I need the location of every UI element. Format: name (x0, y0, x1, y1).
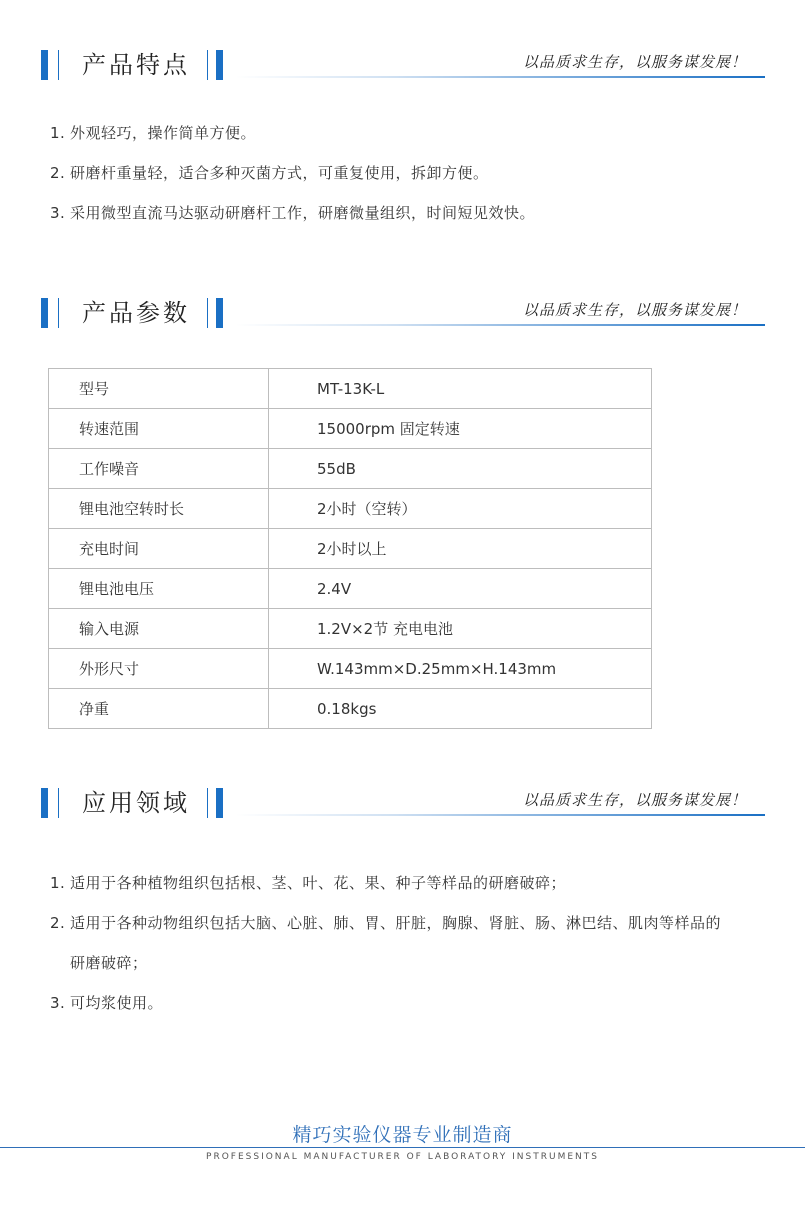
list-item-text: 可均浆使用。 (70, 994, 164, 1012)
header-bar-right-thin (207, 788, 208, 818)
table-row (49, 529, 652, 569)
spec-value: W.143mm×D.25mm×H.143mm (269, 649, 652, 689)
specs-slogan: 以品质求生存，以服务谋发展！ (522, 301, 747, 319)
spec-key: 充电时间 (49, 529, 269, 569)
spec-table (48, 368, 652, 729)
spec-value: 55dB (269, 449, 652, 489)
specs-header (0, 298, 805, 338)
table-row (49, 409, 652, 449)
spec-value: 2小时以上 (269, 529, 652, 569)
header-bar-right (216, 50, 223, 80)
footer-subtitle: PROFESSIONAL MANUFACTURER OF LABORATORY INSTRUMENTS (206, 1152, 599, 1162)
table-row (49, 569, 652, 609)
list-item-number: 1. (50, 124, 66, 142)
list-item (50, 983, 770, 1023)
header-bar-right (216, 788, 223, 818)
list-item (50, 863, 770, 903)
spec-key: 锂电池空转时长 (49, 489, 269, 529)
table-row (49, 689, 652, 729)
header-underline (236, 324, 765, 326)
features-slogan: 以品质求生存，以服务谋发展！ (522, 53, 747, 71)
table-row (49, 609, 652, 649)
spec-value: 1.2V×2节 充电电池 (269, 609, 652, 649)
spec-key: 转速范围 (49, 409, 269, 449)
spec-value: MT-13K-L (269, 369, 652, 409)
header-bar-left (41, 298, 48, 328)
header-bar-left-thin (58, 50, 59, 80)
table-row (49, 449, 652, 489)
list-item-number: 3. (50, 204, 66, 222)
header-underline (236, 76, 765, 78)
header-bar-left (41, 50, 48, 80)
applications-header (0, 788, 805, 828)
header-underline (236, 814, 765, 816)
list-item-text: 外观轻巧，操作简单方便。 (70, 124, 257, 142)
list-item-number: 3. (50, 994, 66, 1012)
spec-key: 外形尺寸 (49, 649, 269, 689)
header-bar-left-thin (58, 298, 59, 328)
header-bar-right-thin (207, 298, 208, 328)
list-item-text: 适用于各种植物组织包括根、茎、叶、花、果、种子等样品的研磨破碎； (70, 874, 567, 892)
list-item-number: 1. (50, 874, 66, 892)
list-item-number: 2. (50, 914, 66, 932)
applications-title: 应用领域 (82, 789, 190, 817)
list-item (50, 113, 770, 153)
list-item-text: 采用微型直流马达驱动研磨杆工作，研磨微量组织，时间短见效快。 (70, 204, 536, 222)
table-row (49, 649, 652, 689)
features-header (0, 50, 805, 90)
spec-value: 15000rpm 固定转速 (269, 409, 652, 449)
spec-key: 净重 (49, 689, 269, 729)
list-item (50, 153, 770, 193)
header-bar-right (216, 298, 223, 328)
spec-key: 型号 (49, 369, 269, 409)
footer-title: 精巧实验仪器专业制造商 (292, 1124, 513, 1146)
list-item (50, 193, 770, 233)
list-item-text: 研磨杆重量轻，适合多种灭菌方式，可重复使用，拆卸方便。 (70, 164, 489, 182)
spec-value: 2.4V (269, 569, 652, 609)
header-bar-right-thin (207, 50, 208, 80)
header-bar-left (41, 788, 48, 818)
spec-key: 锂电池电压 (49, 569, 269, 609)
spec-key: 工作噪音 (49, 449, 269, 489)
applications-slogan: 以品质求生存，以服务谋发展！ (522, 791, 747, 809)
header-bar-left-thin (58, 788, 59, 818)
features-list (50, 113, 770, 233)
list-item (50, 903, 770, 983)
features-title: 产品特点 (82, 51, 190, 79)
footer-divider (0, 1147, 805, 1148)
table-row (49, 369, 652, 409)
spec-value: 0.18kgs (269, 689, 652, 729)
applications-list (50, 863, 770, 1023)
spec-key: 输入电源 (49, 609, 269, 649)
list-item-text: 适用于各种动物组织包括大脑、心脏、肺、胃、肝脏，胸腺、肾脏、肠、淋巴结、肌肉等样品的研磨破碎； (70, 914, 722, 972)
list-item-number: 2. (50, 164, 66, 182)
spec-value: 2小时（空转） (269, 489, 652, 529)
table-row (49, 489, 652, 529)
specs-title: 产品参数 (82, 299, 190, 327)
